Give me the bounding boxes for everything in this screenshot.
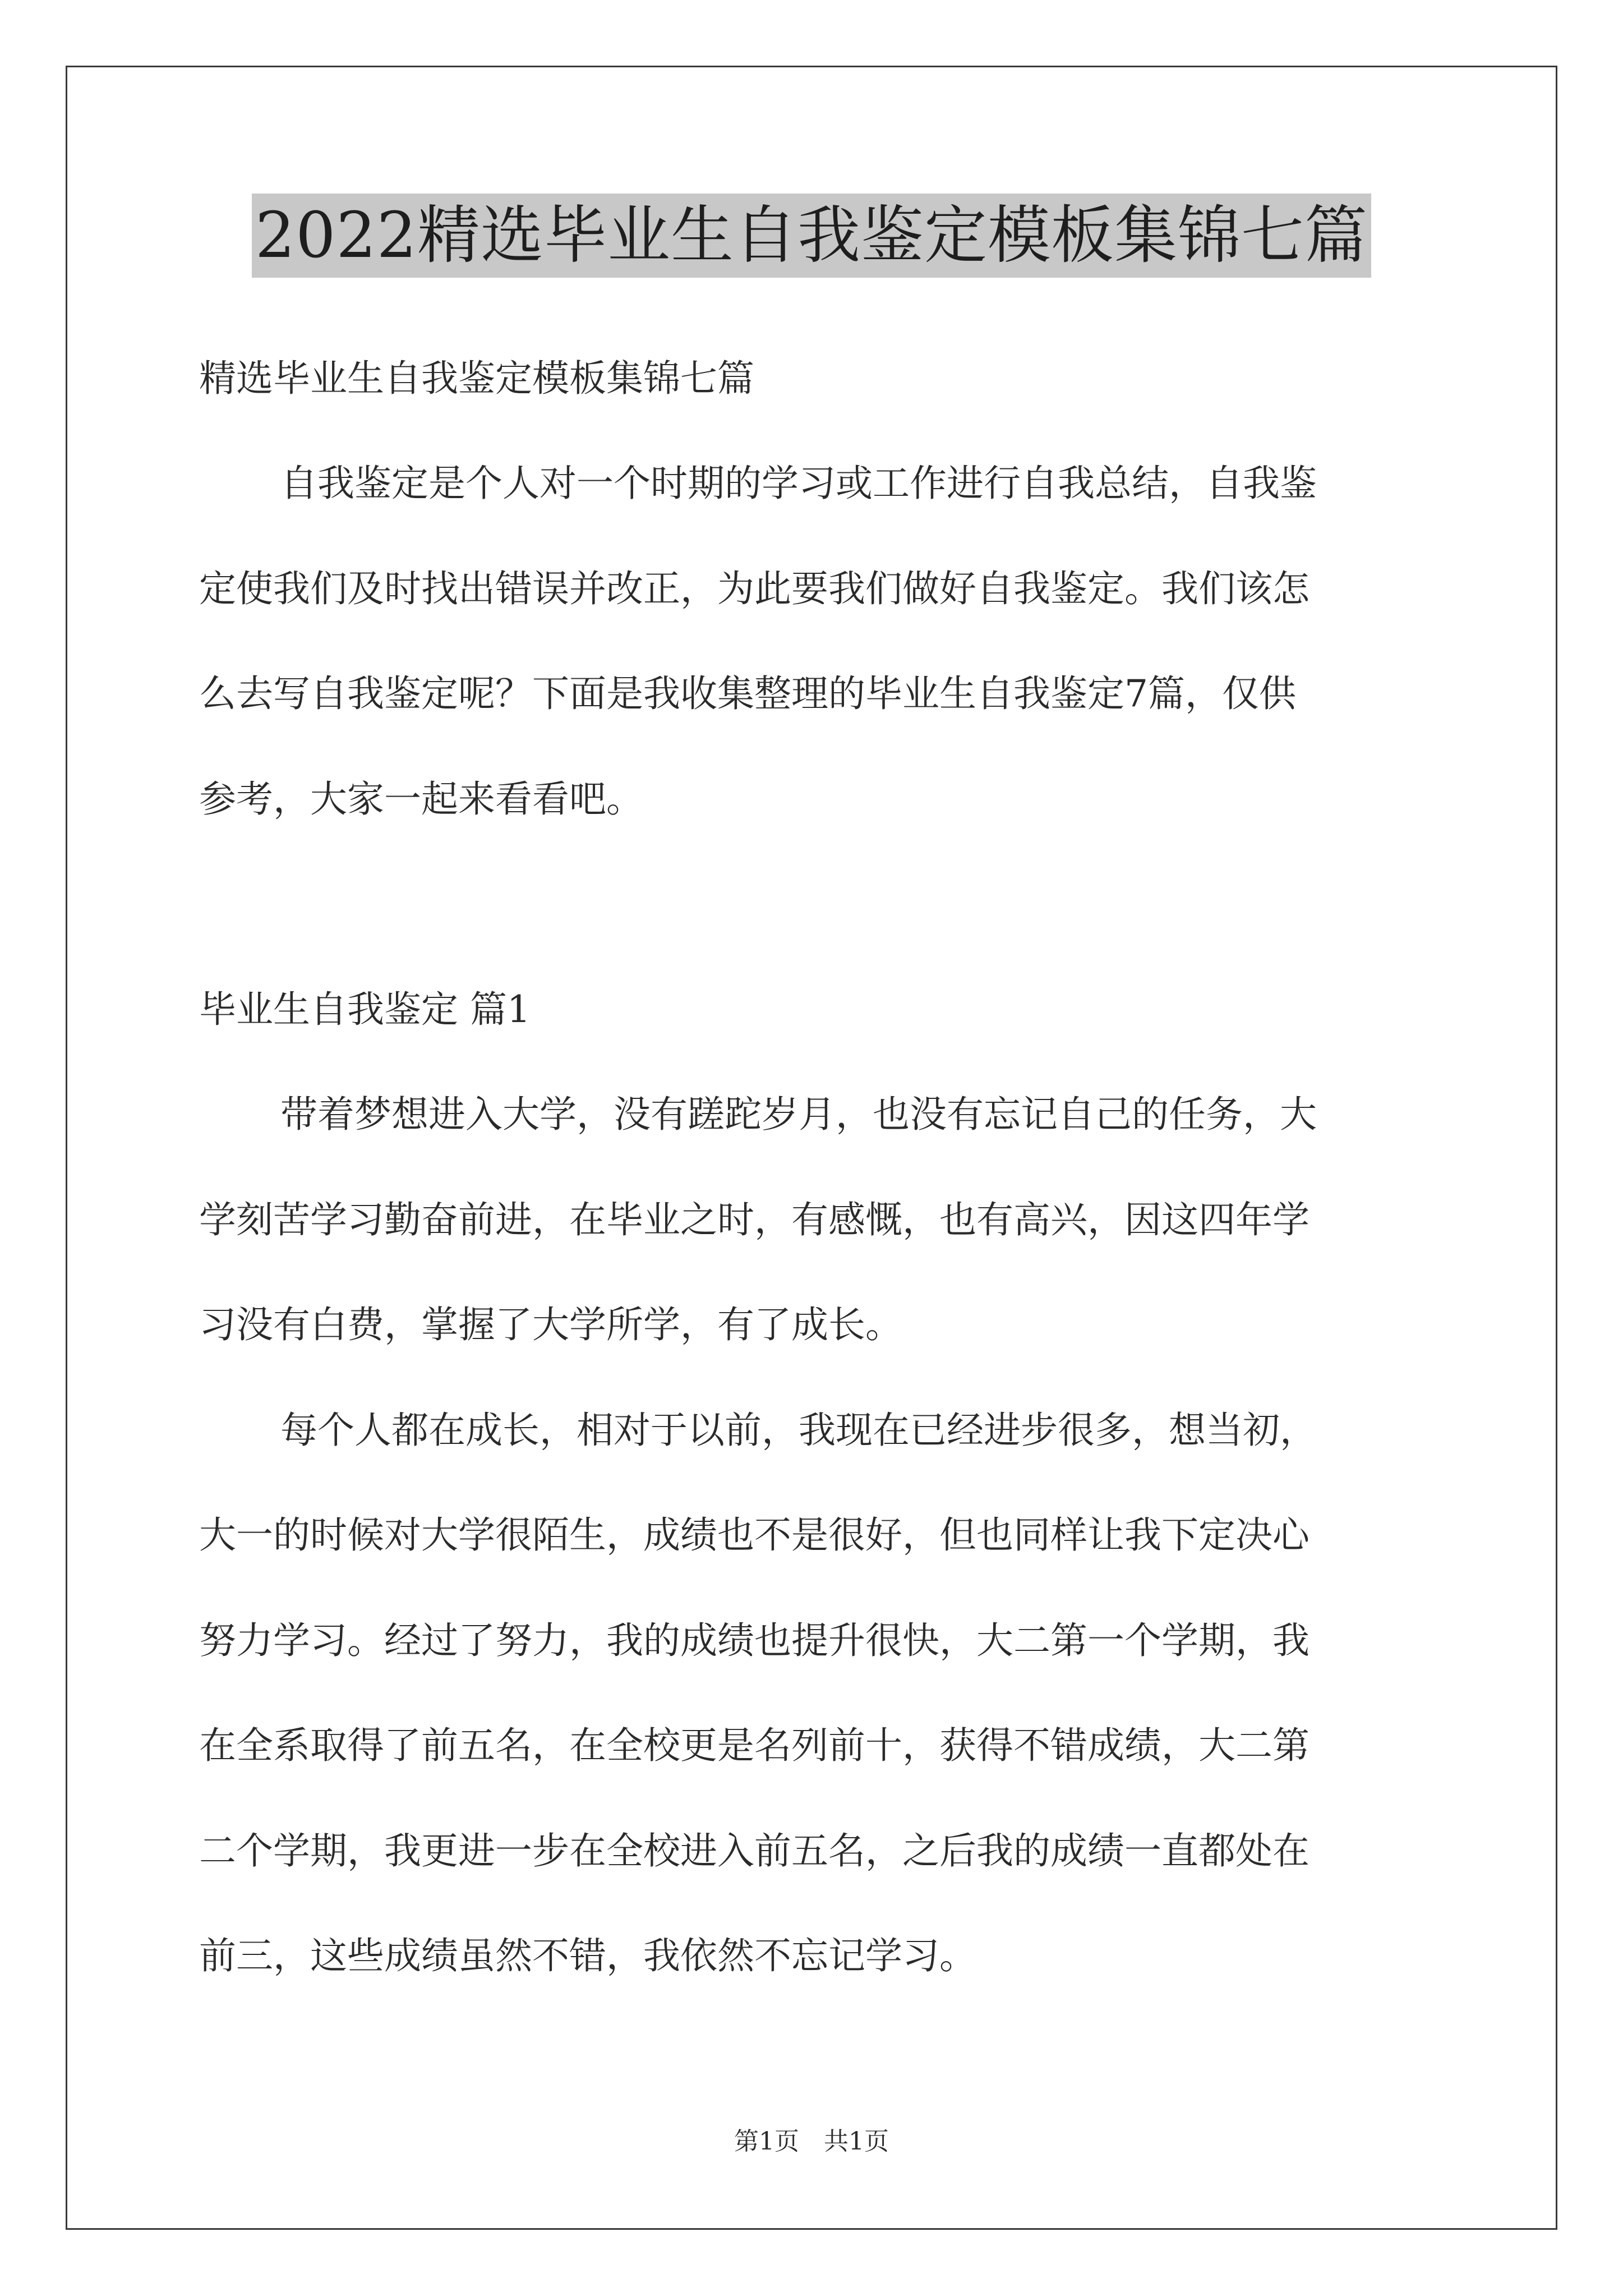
paragraph-line: 前三，这些成绩虽然不错，我依然不忘记学习。 (199, 1934, 976, 1977)
paragraph-line: 大一的时候对大学很陌生，成绩也不是很好，但也同样让我下定决心 (199, 1513, 1310, 1557)
paragraph-line: 带着梦想进入大学，没有蹉跎岁月，也没有忘记自己的任务，大 (280, 1093, 1317, 1136)
paragraph-line: 在全系取得了前五名，在全校更是名列前十，获得不错成绩，大二第 (199, 1724, 1310, 1767)
document-title: 2022精选毕业生自我鉴定模板集锦七篇 (252, 194, 1371, 278)
page-footer: 第1页 共1页 (734, 2127, 889, 2156)
paragraph-line: 努力学习。经过了努力，我的成绩也提升很快，大二第一个学期，我 (199, 1619, 1310, 1662)
paragraph-line: 习没有白费，掌握了大学所学，有了成长。 (199, 1303, 902, 1346)
intro-line: 自我鉴定是个人对一个时期的学习或工作进行自我总结，自我鉴 (280, 462, 1317, 505)
paragraph-line: 每个人都在成长，相对于以前，我现在已经进步很多，想当初， (280, 1409, 1317, 1452)
title-container (0, 194, 1623, 278)
intro-line: 么去写自我鉴定呢？下面是我收集整理的毕业生自我鉴定7篇，仅供 (199, 672, 1296, 715)
paragraph-line: 学刻苦学习勤奋前进，在毕业之时，有感慨，也有高兴，因这四年学 (199, 1198, 1310, 1241)
intro-line: 参考，大家一起来看看吧。 (199, 777, 643, 821)
document-subtitle: 精选毕业生自我鉴定模板集锦七篇 (199, 357, 754, 400)
paragraph-line: 二个学期，我更进一步在全校进入前五名，之后我的成绩一直都处在 (199, 1829, 1310, 1872)
section-heading: 毕业生自我鉴定 篇1 (199, 988, 531, 1031)
intro-line: 定使我们及时找出错误并改正，为此要我们做好自我鉴定。我们该怎 (199, 567, 1310, 610)
